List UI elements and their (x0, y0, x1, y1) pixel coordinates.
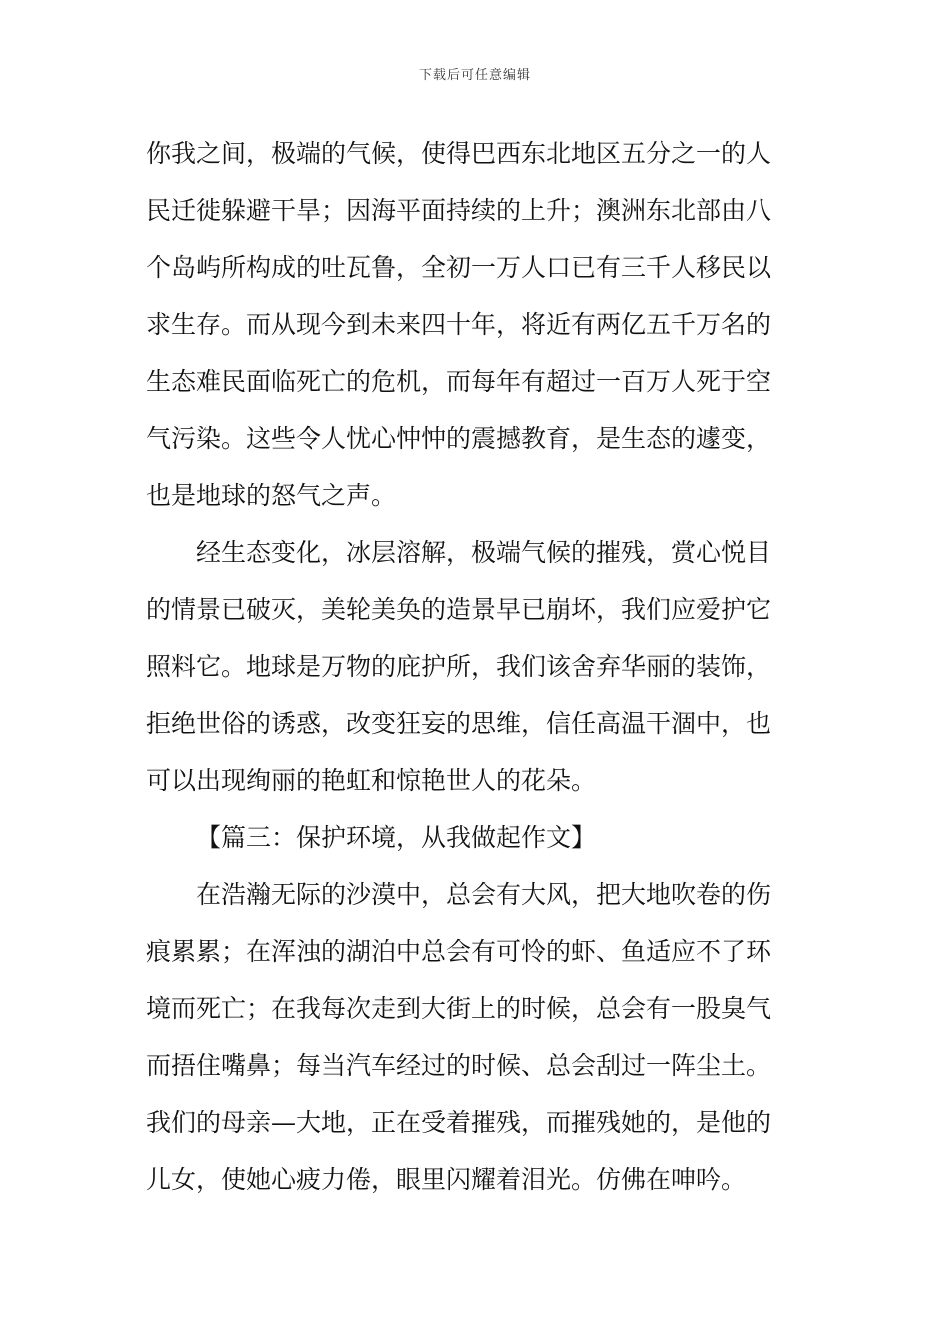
page-header: 下载后可任意编辑 (418, 68, 531, 83)
text-line: 求生存。而从现今到未来四十年，将近有两亿五千万名的 (146, 310, 772, 339)
section-heading: 【篇三：保护环境，从我做起作文】 (196, 823, 597, 852)
text-line: 也是地球的怒气之声。 (146, 481, 397, 510)
paragraph-start-line: 经生态变化，冰层溶解，极端气候的摧残，赏心悦目 (196, 538, 772, 567)
text-line: 气污染。这些令人忧心忡忡的震撼教育，是生态的遽变， (146, 424, 772, 453)
text-line: 照料它。地球是万物的庇护所，我们该舍弃华丽的装饰， (146, 652, 772, 681)
text-line: 拒绝世俗的诱惑，改变狂妄的思维，信任高温干涸中，也 (146, 709, 772, 738)
text-line: 可以出现绚丽的艳虹和惊艳世人的花朵。 (146, 766, 597, 795)
document-body (146, 125, 810, 1208)
text-line: 儿女，使她心疲力倦，眼里闪耀着泪光。仿佛在呻吟。 (146, 1165, 747, 1194)
text-line: 我们的母亲—大地，正在受着摧残，而摧残她的，是他的 (146, 1108, 772, 1137)
text-line: 痕累累；在浑浊的湖泊中总会有可怜的虾、鱼适应不了环 (146, 937, 772, 966)
text-line: 境而死亡；在我每次走到大街上的时候，总会有一股臭气 (146, 994, 772, 1023)
text-line: 个岛屿所构成的吐瓦鲁，全初一万人口已有三千人移民以 (146, 253, 772, 282)
text-line: 生态难民面临死亡的危机，而每年有超过一百万人死于空 (146, 367, 772, 396)
text-line: 而捂住嘴鼻；每当汽车经过的时候、总会刮过一阵尘土。 (146, 1051, 772, 1080)
text-line: 民迁徙躲避干旱；因海平面持续的上升；澳洲东北部由八 (146, 196, 772, 225)
text-line: 的情景已破灭，美轮美奂的造景早已崩坏，我们应爱护它 (146, 595, 772, 624)
text-line: 你我之间，极端的气候，使得巴西东北地区五分之一的人 (146, 139, 772, 168)
paragraph-start-line: 在浩瀚无际的沙漠中，总会有大风，把大地吹卷的伤 (196, 880, 772, 909)
